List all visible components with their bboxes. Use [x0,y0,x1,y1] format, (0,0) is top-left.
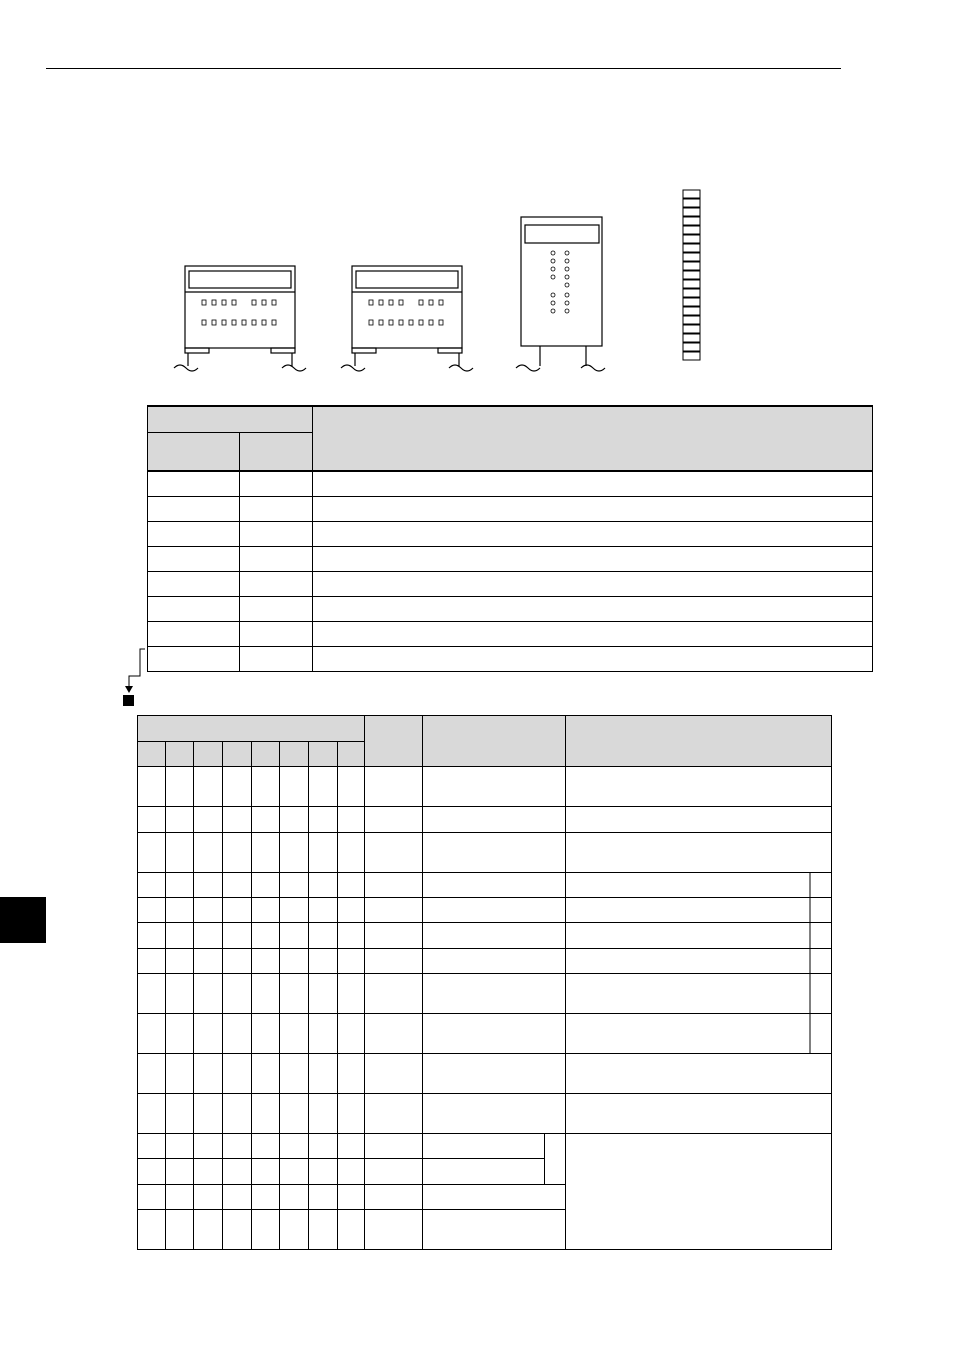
section-bullet [123,695,134,706]
table-row [138,1134,832,1159]
section-tab [0,897,46,943]
bit-label [166,742,194,767]
table-row [148,496,873,521]
table-row [138,898,832,923]
table-2 [137,715,832,1250]
table2-bits-header [138,716,365,742]
table-row [148,621,873,646]
table-row [148,646,873,671]
bit-label [280,742,309,767]
bit-label [194,742,223,767]
bit-label [338,742,365,767]
table-row [138,1054,832,1094]
table-row [138,974,832,1014]
table1-header-col1 [148,432,240,471]
table-row [148,546,873,571]
table-row [138,767,832,807]
unit-2-illustration [341,266,473,371]
unit-4-illustration [683,190,700,360]
equipment-figure [0,0,954,400]
table-row [138,949,832,974]
table-row [138,833,832,873]
table1-header-col2 [240,432,313,471]
table-row [148,521,873,546]
table-1 [147,405,873,672]
table-row [148,471,873,496]
bit-label [309,742,338,767]
unit-3-illustration [516,217,605,371]
table-row [138,1094,832,1134]
table2-col-a-header [365,716,423,767]
table-row [148,571,873,596]
bit-label [223,742,252,767]
bit-label [252,742,280,767]
bit-label [138,742,166,767]
table-row [138,873,832,898]
table-row [138,1014,832,1054]
table-row [138,923,832,949]
table1-header-group [148,406,313,432]
unit-1-illustration [174,266,306,371]
table1-header-desc [313,406,873,471]
table2-col-b-header [423,716,566,767]
table-row [148,596,873,621]
table-row [138,807,832,833]
table2-col-c-header [566,716,832,767]
